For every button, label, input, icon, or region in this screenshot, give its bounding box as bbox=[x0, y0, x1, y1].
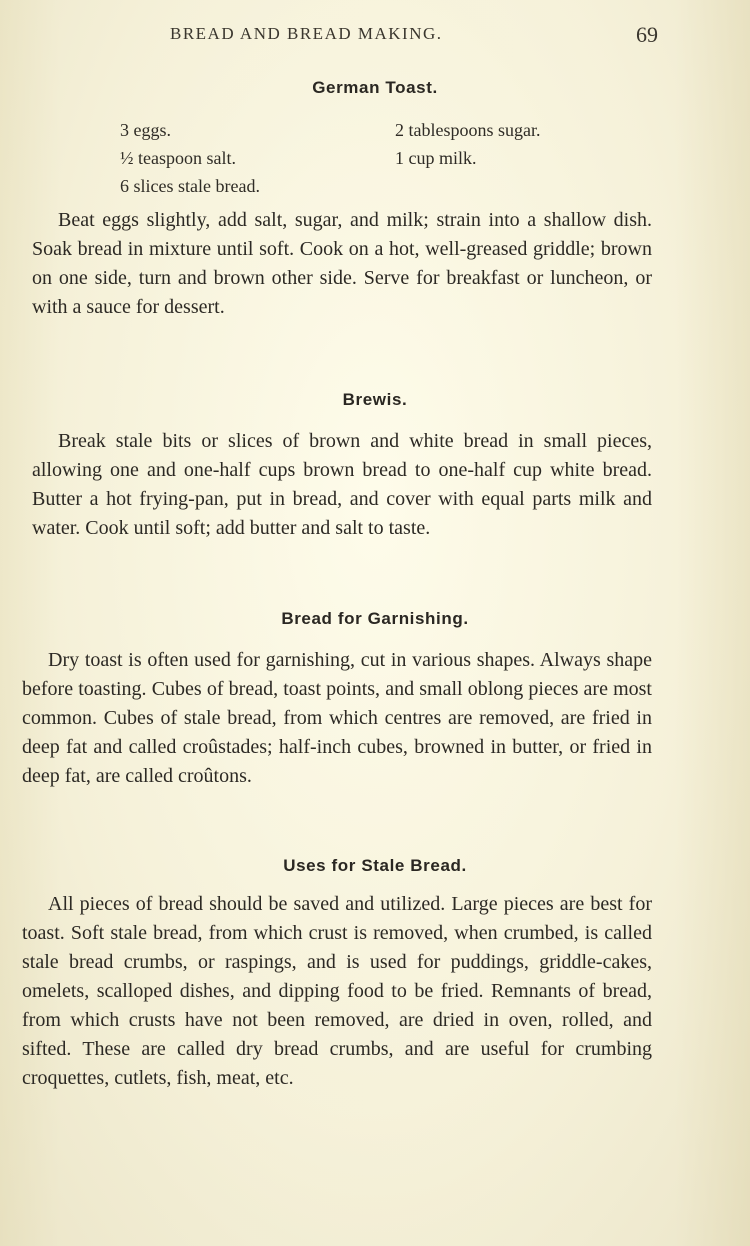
section-title-bread-for-garnishing: Bread for Garnishing. bbox=[281, 609, 469, 628]
ingredient-item: 1 cup milk. bbox=[395, 148, 477, 168]
section-body-bread-for-garnishing: Dry toast is often used for garnishing, cut in various shapes. Always shape before toasting. Cubes of bread, toast points, and small oblong pieces are most common. Cubes of stale bread, from which centres are removed, are fried in deep fat and called croûstades; half-inch cubes, browned in butter, or fried in deep fat, are called croûtons. bbox=[22, 649, 652, 787]
ingredient-item: 2 tablespoons sugar. bbox=[395, 120, 541, 140]
ingredient-item: 6 slices stale bread. bbox=[120, 176, 260, 196]
section-title-german-toast: German Toast. bbox=[312, 78, 438, 97]
section-title-brewis: Brewis. bbox=[342, 390, 408, 409]
ingredient-item: 3 eggs. bbox=[120, 120, 171, 140]
section-body-uses-for-stale-bread: All pieces of bread should be saved and utilized. Large pieces are best for toast. Soft stale bread, from which crust is removed, when crumbed, is called stale bread crumbs, or raspings, and is used for puddings, griddle-cakes, omelets, scalloped dishes, and dipping food to be fried. Remnants of bread, from which crusts have not been removed, are dried in oven, rolled, and sifted. These are called dry bread crumbs, and are useful for crumbing croquettes, cutlets, fish, meat, etc. bbox=[22, 893, 652, 1089]
ingredient-item: ½ teaspoon salt. bbox=[120, 148, 236, 168]
running-head: BREAD AND BREAD MAKING. bbox=[170, 24, 443, 43]
section-body-german-toast: Beat eggs slightly, add salt, sugar, and milk; strain into a shallow dish. Soak bread in mixture until soft. Cook on a hot, well-greased griddle; brown on one side, turn and brown other side. Serve for breakfast or luncheon, or with a sauce for dessert. bbox=[32, 209, 652, 318]
ingredient-list bbox=[120, 116, 600, 200]
section-title-uses-for-stale-bread: Uses for Stale Bread. bbox=[283, 856, 467, 875]
page-number: 69 bbox=[636, 22, 658, 47]
section-body-brewis: Break stale bits or slices of brown and white bread in small pieces, allowing one and one-half cups brown bread to one-half cup white bread. Butter a hot frying-pan, put in bread, and cover with equal parts milk and water. Cook until soft; add butter and salt to taste. bbox=[32, 430, 652, 539]
ingredient-row bbox=[120, 144, 600, 172]
ingredient-row bbox=[120, 116, 600, 144]
